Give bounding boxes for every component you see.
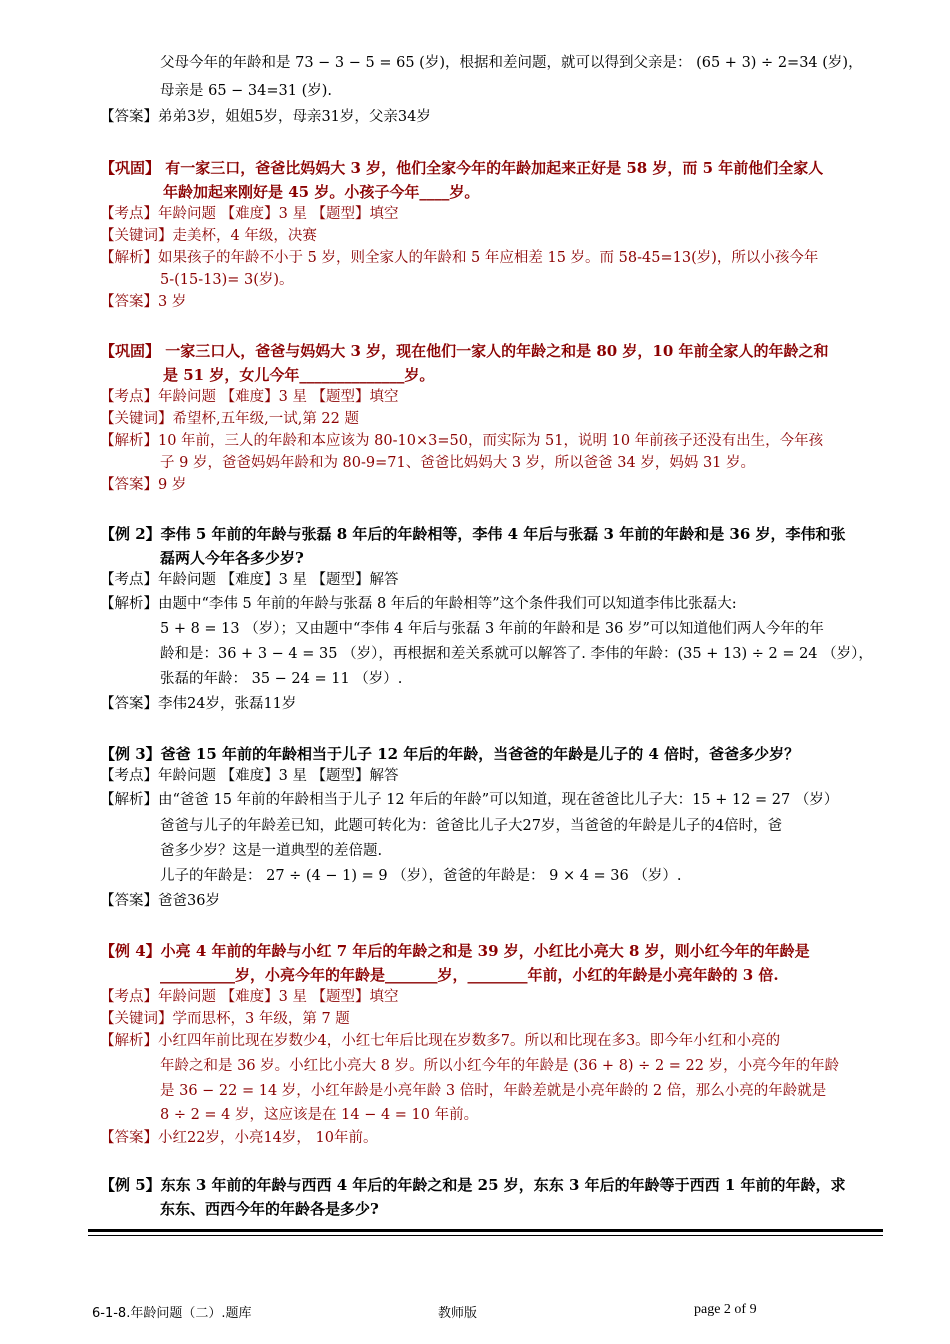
example-4-keywords: 【关键词】学而思杯，3 年级，第 7 题 — [100, 1011, 350, 1027]
intro-answer: 【答案】弟弟3岁，姐姐5岁，母亲31岁，父亲34岁 — [100, 109, 431, 125]
example-4-question-line-1: 【例 4】小亮 4 年前的年龄与小红 7 年后的年龄之和是 39 岁，小红比小亮大 8 岁，则小红今年的年龄是 — [100, 942, 810, 960]
example-2-analysis-line-3: 龄和是：36 + 3 − 4 = 35 （岁），再根据和差关系就可以解答了. 李伟的年龄：(35 + 13) ÷ 2 = 24 （岁）， — [160, 646, 873, 662]
example-4-analysis-line-2: 年龄之和是 36 岁。小红比小亮大 8 岁。所以小红今年的年龄是 (36 + 8) ÷ 2 = 22 岁，小亮今年的年龄 — [160, 1058, 840, 1074]
footer-rule-thick — [88, 1229, 883, 1232]
example-4-meta: 【考点】年龄问题 【难度】3 星 【题型】填空 — [100, 989, 399, 1005]
problem-2-answer: 【答案】9 岁 — [100, 477, 187, 493]
example-5-question-line-1: 【例 5】东东 3 年前的年龄与西西 4 年后的年龄之和是 25 岁，东东 3 年后的年龄等于西西 1 年前的年龄，求 — [100, 1176, 846, 1194]
example-2-analysis-line-4: 张磊的年龄： 35 − 24 = 11 （岁）. — [160, 671, 403, 687]
problem-1-meta: 【考点】年龄问题 【难度】3 星 【题型】填空 — [100, 206, 399, 222]
problem-1-question-line-2: 年龄加起来刚好是 45 岁。小孩子今年____岁。 — [163, 183, 480, 201]
example-2-question-line-1: 【例 2】李伟 5 年前的年龄与张磊 8 年后的年龄相等，李伟 4 年后与张磊 3 年前的年龄和是 36 岁，李伟和张 — [100, 525, 846, 543]
example-3-analysis-line-3: 爸多少岁？这是一道典型的差倍题. — [160, 843, 383, 859]
problem-2-analysis-line-2: 子 9 岁，爸爸妈妈年龄和为 80-9=71、爸爸比妈妈大 3 岁，所以爸爸 34 岁，妈妈 31 岁。 — [160, 455, 756, 471]
problem-2-question-line-1: 【巩固】 一家三口人，爸爸与妈妈大 3 岁，现在他们一家人的年龄之和是 80 岁，10 年前全家人的年龄之和 — [100, 342, 829, 360]
problem-1-question-line-1: 【巩固】 有一家三口，爸爸比妈妈大 3 岁，他们全家今年的年龄加起来正好是 58 岁，而 5 年前他们全家人 — [100, 159, 824, 177]
example-3-answer: 【答案】爸爸36岁 — [100, 893, 220, 909]
example-3-analysis-line-2: 爸爸与儿子的年龄差已知，此题可转化为：爸爸比儿子大27岁，当爸爸的年龄是儿子的4倍时，爸 — [160, 818, 783, 834]
example-2-question-line-2: 磊两人今年各多少岁? — [160, 549, 304, 567]
problem-2-keywords: 【关键词】希望杯,五年级,一试,第 22 题 — [100, 411, 359, 427]
problem-1-answer: 【答案】3 岁 — [100, 294, 187, 310]
problem-2-question-line-2: 是 51 岁，女儿今年______________岁。 — [163, 366, 435, 384]
example-2-analysis-line-1: 【解析】由题中“李伟 5 年前的年龄与张磊 8 年后的年龄相等”这个条件我们可以知道李伟比张磊大: — [100, 596, 737, 612]
problem-2-analysis-line-1: 【解析】10 年前，三人的年龄和本应该为 80-10×3=50，而实际为 51，说明 10 年前孩子还没有出生，今年孩 — [100, 433, 824, 449]
problem-1-keywords: 【关键词】走美杯，4 年级，决赛 — [100, 228, 317, 244]
footer-rule-thin — [88, 1235, 883, 1236]
problem-2-meta: 【考点】年龄问题 【难度】3 星 【题型】填空 — [100, 389, 399, 405]
footer-page-number: page 2 of 9 — [694, 1302, 757, 1317]
footer-edition: 教师版 — [438, 1306, 478, 1321]
example-4-answer: 【答案】小红22岁，小亮14岁， 10年前。 — [100, 1130, 378, 1146]
example-4-question-line-2: __________岁，小亮今年的年龄是_______岁，________年前，小红的年龄是小亮年龄的 3 倍. — [160, 966, 779, 984]
example-2-analysis-line-2: 5 + 8 = 13 （岁）；又由题中“李伟 4 年后与张磊 3 年前的年龄和是 36 岁”可以知道他们两人今年的年 — [160, 621, 824, 637]
example-3-analysis-line-4: 儿子的年龄是： 27 ÷ (4 − 1) = 9 （岁），爸爸的年龄是： 9 × 4 = 36 （岁）. — [160, 868, 682, 884]
example-4-analysis-line-1: 【解析】小红四年前比现在岁数少4，小红七年后比现在岁数多7。所以和比现在多3。即今年小红和小亮的 — [100, 1033, 781, 1049]
example-3-meta: 【考点】年龄问题 【难度】3 星 【题型】解答 — [100, 768, 399, 784]
example-2-meta: 【考点】年龄问题 【难度】3 星 【题型】解答 — [100, 572, 399, 588]
example-3-question: 【例 3】爸爸 15 年前的年龄相当于儿子 12 年后的年龄，当爸爸的年龄是儿子的 4 倍时，爸爸多少岁？ — [100, 745, 800, 763]
example-4-analysis-line-4: 8 ÷ 2 = 4 岁，这应该是在 14 − 4 = 10 年前。 — [160, 1107, 479, 1123]
example-4-analysis-line-3: 是 36 − 22 = 14 岁，小红年龄是小亮年龄 3 倍时，年龄差就是小亮年龄的 2 倍，那么小亮的年龄就是 — [160, 1083, 827, 1099]
problem-1-analysis-line-2: 5-(15-13)= 3(岁)。 — [160, 272, 294, 288]
intro-line-1: 父母今年的年龄和是 73 − 3 − 5 = 65 (岁)，根据和差问题，就可以得到父亲是： (65 + 3) ÷ 2=34 (岁)， — [160, 55, 863, 71]
example-5-question-line-2: 东东、西西今年的年龄各是多少? — [160, 1200, 379, 1218]
intro-line-2: 母亲是 65 − 34=31 (岁). — [160, 83, 333, 99]
example-3-analysis-line-1: 【解析】由“爸爸 15 年前的年龄相当于儿子 12 年后的年龄”可以知道，现在爸爸比儿子大：15 + 12 = 27 （岁） — [100, 792, 839, 808]
problem-1-analysis-line-1: 【解析】如果孩子的年龄不小于 5 岁，则全家人的年龄和 5 年应相差 15 岁。而 58-45=13(岁)，所以小孩今年 — [100, 250, 819, 266]
footer-source: 6-1-8.年龄问题（二）.题库 — [92, 1306, 252, 1321]
example-2-answer: 【答案】李伟24岁，张磊11岁 — [100, 696, 297, 712]
